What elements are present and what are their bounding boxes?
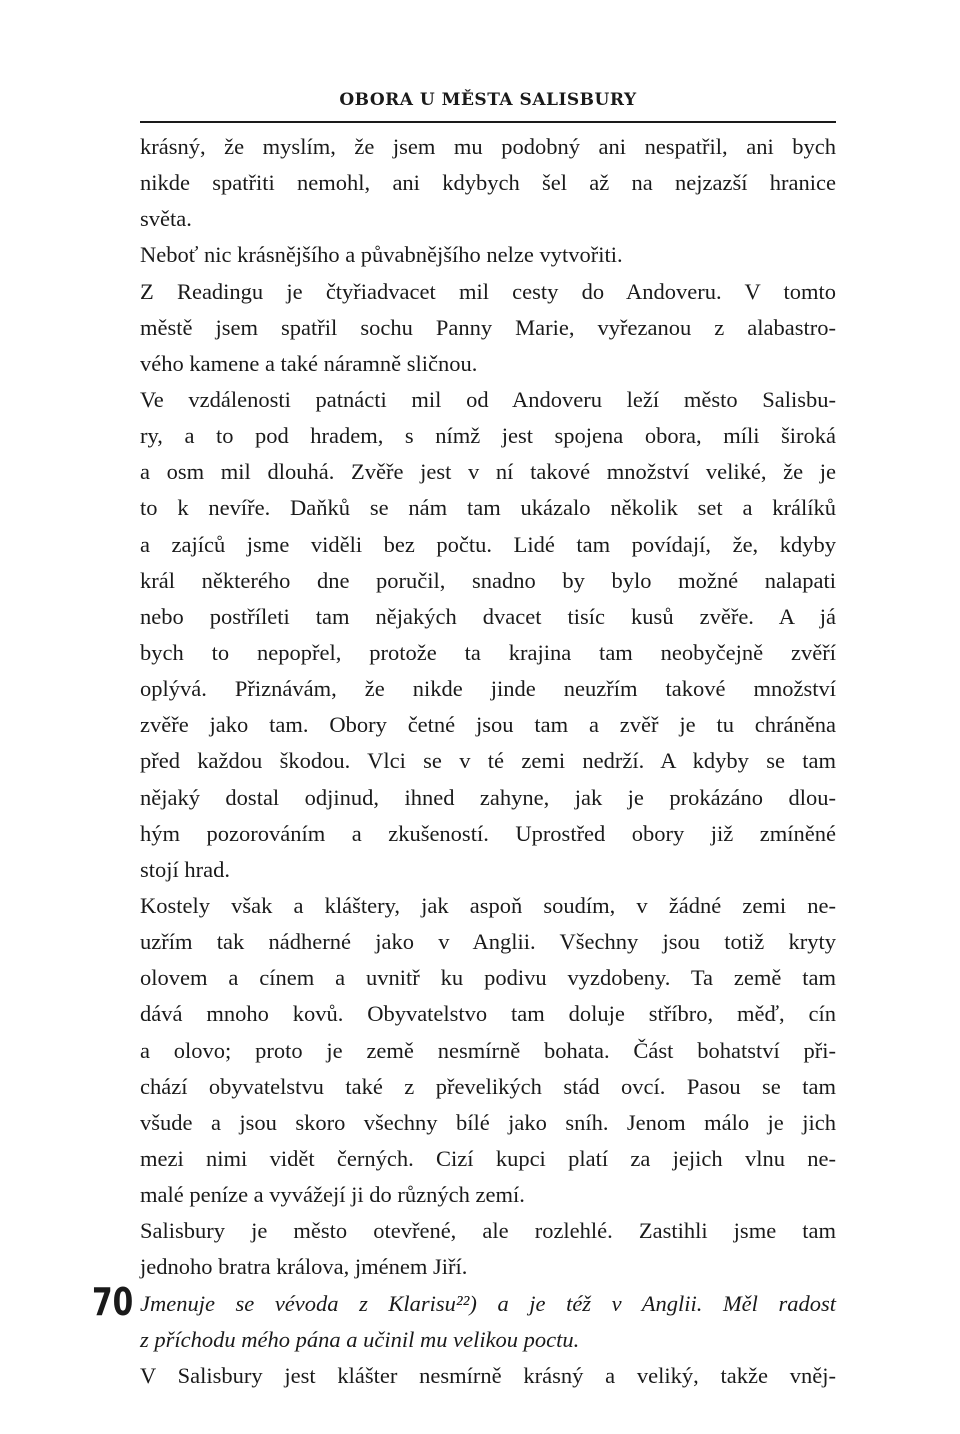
text-line: mezi nimi vidět černých. Cizí kupci platí za jejich vlnu ne- xyxy=(140,1145,836,1171)
text-line: před každou škodou. Vlci se v té zemi nedrží. A kdyby se tam xyxy=(140,748,836,774)
text-line: městě jsem spatřil sochu Panny Marie, vyřezanou z alabastro- xyxy=(140,314,836,340)
text-line: stojí hrad. xyxy=(140,856,230,882)
text-line: nikde spatřiti nemohl, ani kdybych šel až na nejzazší hranice xyxy=(140,170,836,196)
text-line: olovem a cínem a uvnitř ku podivu vyzdobeny. Ta země tam xyxy=(140,965,836,991)
text-line: ry, a to pod hradem, s nímž jest spojena obora, míli široká xyxy=(140,423,836,449)
running-head: OBORA U MĚSTA SALISBURY xyxy=(339,90,637,110)
text-line: bych to nepopřel, protože ta krajina tam neobyčejně zvěří xyxy=(140,639,836,665)
text-line: hým pozorováním a zkušeností. Uprostřed obory již zmíněné xyxy=(140,820,836,846)
text-line: chází obyvatelstvu také z převelikých stád ovcí. Pasou se tam xyxy=(140,1073,836,1099)
text-line: jednoho bratra králova, jménem Jiří. xyxy=(140,1254,468,1280)
text-line: vého kamene a také náramně sličnou. xyxy=(140,350,478,376)
text-line: nebo postříleti tam nějakých dvacet tisíc kusů zvěře. A já xyxy=(140,603,836,629)
text-line: to k nevíře. Daňků se nám tam ukázalo několik set a králíků xyxy=(140,495,836,521)
text-line: malé peníze a vyvážejí ji do různých zemí. xyxy=(140,1182,525,1208)
text-line: a osm mil dlouhá. Zvěře jest v ní takové množství veliké, že je xyxy=(140,459,836,485)
text-line: Neboť nic krásnějšího a půvabnějšího nelze vytvořiti. xyxy=(140,242,623,268)
text-line: zvěře jako tam. Obory četné jsou tam a zvěř je tu chráněna xyxy=(140,712,836,738)
text-line: Ve vzdálenosti patnácti mil od Andoveru leží město Salisbu- xyxy=(140,386,836,412)
text-line: krásný, že myslím, že jsem mu podobný ani nespatřil, ani bych xyxy=(140,134,836,159)
text-line: Z Readingu je čtyřiadvacet mil cesty do Andoveru. V tomto xyxy=(140,278,836,304)
text-line: Salisbury je město otevřené, ale rozlehlé. Zastihli jsme tam xyxy=(140,1218,836,1244)
text-line-italic: Jmenuje se vévoda z Klarisu²²) a je též v Anglii. Měl radost xyxy=(140,1290,836,1316)
body-text xyxy=(140,129,836,1394)
text-line: uzřím tak nádherné jako v Anglii. Všechny jsou totiž kryty xyxy=(140,929,836,955)
text-line: všude a jsou skoro všechny bílé jako sníh. Jenom málo je jich xyxy=(140,1109,836,1135)
text-line: král některého dne poručil, snadno by bylo možné nalapati xyxy=(140,567,836,593)
text-line: světa. xyxy=(140,206,192,232)
text-line: V Salisbury jest klášter nesmírně krásný a veliký, takže vněj- xyxy=(140,1362,836,1388)
text-line-italic: z příchodu mého pána a učinil mu velikou poctu. xyxy=(140,1326,580,1352)
text-line: dává mnoho kovů. Obyvatelstvo tam doluje stříbro, měď, cín xyxy=(140,1001,836,1027)
text-line: a olovo; proto je země nesmírně bohata. Část bohatství při- xyxy=(140,1037,836,1063)
header-rule xyxy=(140,121,836,123)
text-line: a zajíců jsme viděli bez počtu. Lidé tam povídají, že, kdyby xyxy=(140,531,836,557)
page-number: 70 xyxy=(92,1280,134,1324)
text-line: nějaký dostal odjinud, ihned zahyne, jak je prokázáno dlou- xyxy=(140,784,836,810)
text-line: oplývá. Přiznávám, že nikde jinde neuzřím takové množství xyxy=(140,676,836,702)
text-line: Kostely však a kláštery, jak aspoň soudím, v žádné zemi ne- xyxy=(140,892,836,918)
